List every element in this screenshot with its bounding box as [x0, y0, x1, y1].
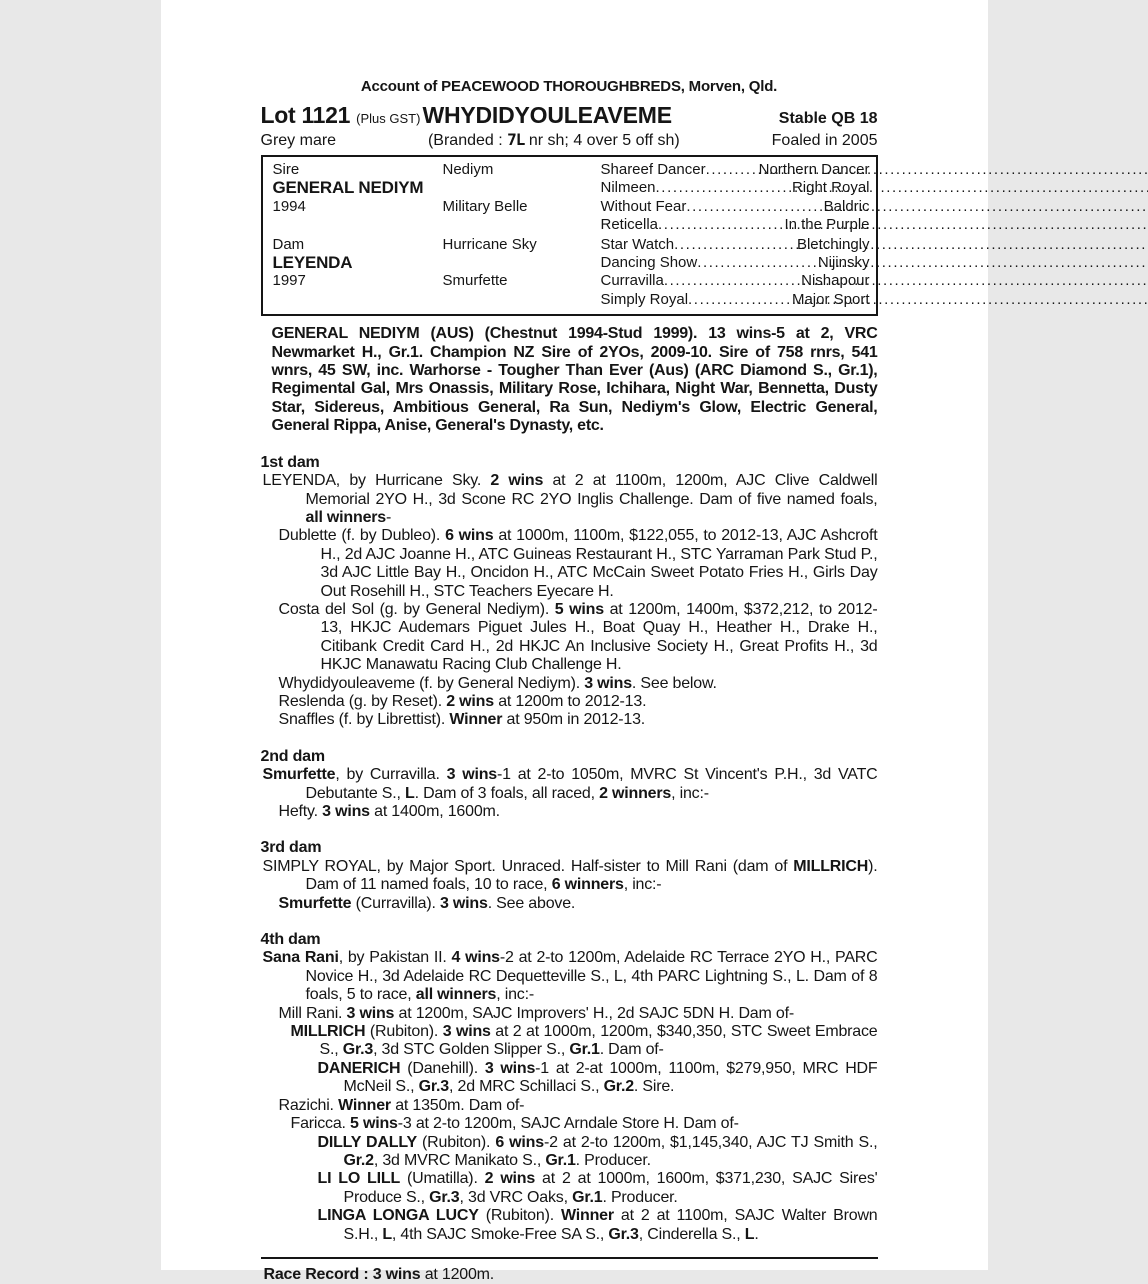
- pedigree-paragraph: DILLY DALLY (Rubiton). 6 wins-2 at 2-to 1200m, $1,145,340, AJC TJ Smith S., Gr.2, 3d MVRC Manikato S., Gr.1. Producer.: [317, 1133, 878, 1169]
- pedigree-paragraph: Dublette (f. by Dubleo). 6 wins at 1000m, 1100m, $122,055, to 2012-13, AJC Ashcroft H., 2d AJC Joanne H., ATC Guineas Restaurant H., STC Yarraman Park Stud P., 3d AJC Little Bay H., Oncidon H., ATC McCain Sweet Potato Fries H., Girls Day Out Rosehill H., STC Teachers Eyecare H.: [278, 527, 878, 600]
- dam-section-heading: 1st dam: [260, 453, 320, 471]
- sire-parents-column: [443, 161, 601, 235]
- catalogue-page: [161, 0, 988, 1283]
- dam-column: [273, 236, 443, 310]
- pedigree-paragraph: Snaffles (f. by Librettist). Winner at 950m in 2012-13.: [278, 711, 646, 729]
- dot-leader: [674, 236, 797, 254]
- pedigree-paragraph: Razichi. Winner at 1350m. Dam of-: [278, 1096, 525, 1114]
- pedigree-paragraph: Hefty. 3 wins at 1400m, 1600m.: [278, 803, 500, 820]
- dot-leader: [658, 216, 784, 234]
- sex-colour: Grey mare: [260, 132, 337, 149]
- pedigree-sire-block: [273, 161, 870, 235]
- ancestor-line: Reticella ..... In the Purple: [601, 216, 870, 234]
- horse-name: WHYDIDYOULEAVEME: [422, 102, 672, 128]
- pedigree-paragraph: Reslenda (g. by Reset). 2 wins at 1200m to 2012-13.: [278, 692, 647, 710]
- sire-column: [273, 161, 443, 235]
- dot-leader: [706, 161, 759, 179]
- ancestor-line: Without Fear ..... Baldric: [601, 198, 870, 216]
- ancestor-line: Simply Royal ..... Major Sport: [601, 291, 870, 309]
- dam-dam-name: Smurfette: [442, 272, 508, 290]
- dam-section-heading: 4th dam: [260, 931, 321, 949]
- ancestor-line: Shareef Dancer ..... Northern Dancer: [601, 161, 870, 179]
- dot-leader: [656, 179, 792, 197]
- dam-sections: [261, 454, 878, 1244]
- race-record-label: Race Record : 3 wins: [263, 1265, 421, 1283]
- race-record-divider: [261, 1257, 878, 1259]
- sire-year: 1994: [272, 197, 306, 215]
- brand-description: (Branded : 7L nr sh; 4 over 5 off sh): [427, 130, 680, 149]
- dam-grandparents-column: [601, 236, 870, 310]
- sire-dam-name: Military Belle: [442, 197, 528, 215]
- sire-blurb: GENERAL NEDIYM (AUS) (Chestnut 1994-Stud 1999). 13 wins-5 at 2, VRC Newmarket H., Gr.1. Champion NZ Sire of 2YOs, 2009-10. Sire of 758 rnrs, 541 wnrs, 45 SW, inc. Warhorse - Tougher Than Ever (Aus) (ARC Diamond S., Gr.1), Regimental Gal, Mrs Onassis, Military Rose, Ichihara, Night War, Bennetta, Dusty Star, Sidereus, Ambitious General, Ra Sun, Nediym's Glow, Electric General, General Rippa, Anise, General's Dynasty, etc.: [271, 325, 878, 435]
- dam-section-heading: 3rd dam: [260, 839, 322, 857]
- race-record-line: [264, 1266, 878, 1284]
- dam-section-heading: 2nd dam: [260, 747, 325, 765]
- pedigree-paragraph: LEYENDA, by Hurricane Sky. 2 wins at 2 at 1100m, 1200m, AJC Clive Caldwell Memorial 2YO H., 3d Scone RC 2YO Inglis Challenge. Dam of five named foals, all winners-: [262, 472, 878, 526]
- dam-parents-column: [443, 236, 601, 310]
- dot-leader: [664, 272, 801, 290]
- ancestor-line: Dancing Show ..... Nijinsky: [601, 254, 870, 272]
- foaled-year: Foaled in 2005: [771, 132, 878, 149]
- pedigree-paragraph: LINGA LONGA LUCY (Rubiton). Winner at 2 at 1100m, SAJC Walter Brown S.H., L, 4th SAJC Smoke-Free SA S., Gr.3, Cinderella S., L.: [317, 1207, 878, 1243]
- pedigree-paragraph: Costa del Sol (g. by General Nediym). 5 wins at 1200m, 1400m, $372,212, to 2012-13, HKJC Audemars Piguet Jules H., Boat Quay H., Heather H., Drake H., Citibank Credit Card H., 2d HKJC An Inclusive Society H., Great Profits H., 3d HKJC Manawatu Racing Club Challenge H.: [278, 600, 878, 674]
- dot-leader: [686, 198, 823, 216]
- pedigree-paragraph: Smurfette (Curravilla). 3 wins. See above.: [278, 894, 576, 912]
- pedigree-paragraph: Mill Rani. 3 wins at 1200m, SAJC Improvers' H., 2d SAJC 5DN H. Dam of-: [278, 1004, 794, 1022]
- race-record-detail: at 1200m.: [420, 1265, 495, 1283]
- ancestor-line: Nilmeen ..... Right Royal: [601, 179, 870, 197]
- dot-leader: [688, 291, 792, 309]
- dam-label: Dam: [272, 235, 305, 253]
- dam-name: LEYENDA: [272, 253, 353, 273]
- horse-details-row: [261, 130, 878, 155]
- pedigree-paragraph: Sana Rani, by Pakistan II. 4 wins-2 at 2-to 1200m, Adelaide RC Terrace 2YO H., PARC Novice H., 3d Adelaide RC Dequetteville S., L, 4th PARC Lightning S., L. Dam of 8 foals, 5 to race, all winners, inc:-: [262, 949, 878, 1004]
- lot-number: Lot 1121: [260, 102, 351, 128]
- dam-sire-name: Hurricane Sky: [442, 235, 537, 253]
- brand-mark-glyph: 7L: [507, 130, 525, 149]
- pedigree-paragraph: Whydidyouleaveme (f. by General Nediym). 3 wins. See below.: [278, 674, 717, 692]
- pedigree-paragraph: Faricca. 5 wins-3 at 2-to 1200m, SAJC Arndale Store H. Dam of-: [290, 1115, 739, 1133]
- pedigree-dam-block: [273, 236, 870, 310]
- page-content: [261, 78, 878, 1284]
- sire-name: GENERAL NEDIYM: [272, 178, 424, 198]
- pedigree-paragraph: LI LO LILL (Umatilla). 2 wins at 2 at 1000m, 1600m, $371,230, SAJC Sires' Produce S., Gr.3, 3d VRC Oaks, Gr.1. Producer.: [317, 1170, 878, 1206]
- dot-leader: [697, 254, 818, 272]
- sire-label: Sire: [272, 161, 300, 178]
- pedigree-paragraph: MILLRICH (Rubiton). 3 wins at 2 at 1000m, 1200m, $340,350, STC Sweet Embrace S., Gr.3, 3d STC Golden Slipper S., Gr.1. Dam of-: [290, 1023, 878, 1059]
- pedigree-paragraph: Smurfette, by Curravilla. 3 wins-1 at 2-to 1050m, MVRC St Vincent's P.H., 3d VATC Debutante S., L. Dam of 3 foals, all raced, 2 winners, inc:-: [262, 766, 878, 802]
- sire-sire-name: Nediym: [442, 161, 494, 178]
- sire-grandparents-column: [601, 161, 870, 235]
- pedigree-paragraph: SIMPLY ROYAL, by Major Sport. Unraced. Half-sister to Mill Rani (dam of MILLRICH). Dam of 11 named foals, 10 to race, 6 winners, inc:-: [262, 857, 878, 894]
- gst-note: (Plus GST): [356, 111, 421, 126]
- vendor-account-line: Account of PEACEWOOD THOROUGHBREDS, Morven, Qld.: [360, 78, 778, 95]
- ancestor-line: Star Watch ..... Bletchingly: [601, 236, 870, 254]
- lot-title-row: [261, 102, 878, 129]
- pedigree-table: [261, 155, 878, 316]
- stable-number: Stable QB 18: [778, 110, 878, 127]
- ancestor-line: Curravilla ..... Nishapour: [601, 272, 870, 290]
- dam-year: 1997: [272, 272, 306, 290]
- pedigree-paragraph: DANERICH (Danehill). 3 wins-1 at 2-at 1000m, 1100m, $279,950, MRC HDF McNeil S., Gr.3, 2d MRC Schillaci S., Gr.2. Sire.: [317, 1059, 878, 1096]
